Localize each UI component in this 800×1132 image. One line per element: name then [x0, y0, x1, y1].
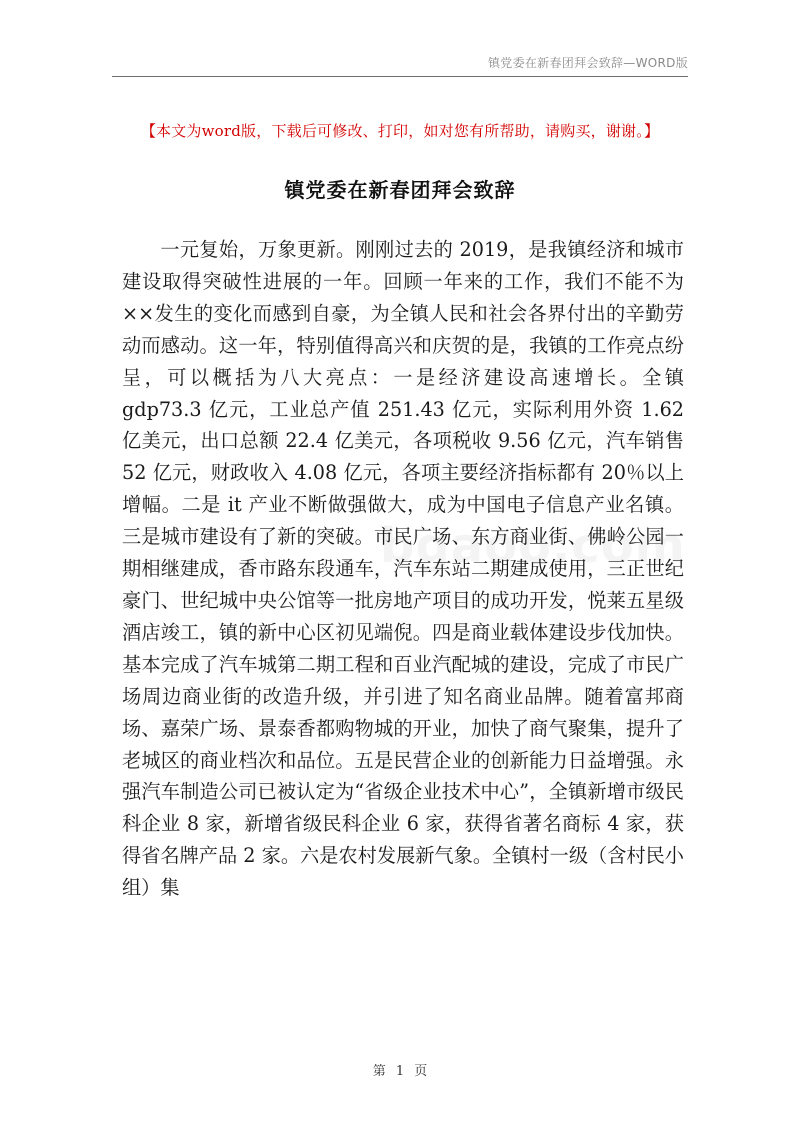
- document-title: 镇党委在新春团拜会致辞: [284, 178, 516, 202]
- page-label-prefix: 第: [372, 1064, 386, 1079]
- running-header: 镇党委在新春团拜会致辞—WORD版: [488, 56, 688, 70]
- page-label-suffix: 页: [414, 1064, 428, 1079]
- page-number: 1: [395, 1064, 405, 1079]
- header-divider: [112, 76, 688, 77]
- download-notice: 【本文为word版，下载后可修改、打印，如对您有所帮助，请购买，谢谢。】: [140, 122, 660, 140]
- page-footer: [0, 1060, 800, 1079]
- body-paragraph: 一元复始，万象更新。刚刚过去的 2019，是我镇经济和城市建设取得突破性进展的一年。回顾一年来的工作，我们不能不为××发生的变化而感到自豪，为全镇人民和社会各界付出的辛勤劳动而感动。这一年，特别值得高兴和庆贺的是，我镇的工作亮点纷呈，可以概括为八大亮点：一是经济建设高速增长。全镇 gdp73.3 亿元，工业总产值 251.43 亿元，实际利用外资 1.62 亿美元，出口总额 22.4 亿美元，各项税收 9.56 亿元，汽车销售 52 亿元，财政收入 4.08 亿元，各项主要经济指标都有 20％以上增幅。二是 it 产业不断做强做大，成为中国电子信息产业名镇。三是城市建设有了新的突破。市民广场、东方商业街、佛岭公园一期相继建成，香市路东段通车，汽车东站二期建成使用，三正世纪豪门、世纪城中央公馆等一批房地产项目的成功开发，悦莱五星级酒店竣工，镇的新中心区初见端倪。四是商业载体建设步伐加快。基本完成了汽车城第二期工程和百业汽配城的建设，完成了市民广场周边商业街的改造升级，并引进了知名商业品牌。随着富邦商场、嘉荣广场、景泰香都购物城的开业，加快了商气聚集，提升了老城区的商业档次和品位。五是民营企业的创新能力日益增强。永强汽车制造公司已被认定为“省级企业技术中心”，全镇新增市级民科企业 8 家，新增省级民科企业 6 家，获得省著名商标 4 家，获得省名牌产品 2 家。六是农村发展新气象。全镇村一级（含村民小组）集: [122, 238, 684, 900]
